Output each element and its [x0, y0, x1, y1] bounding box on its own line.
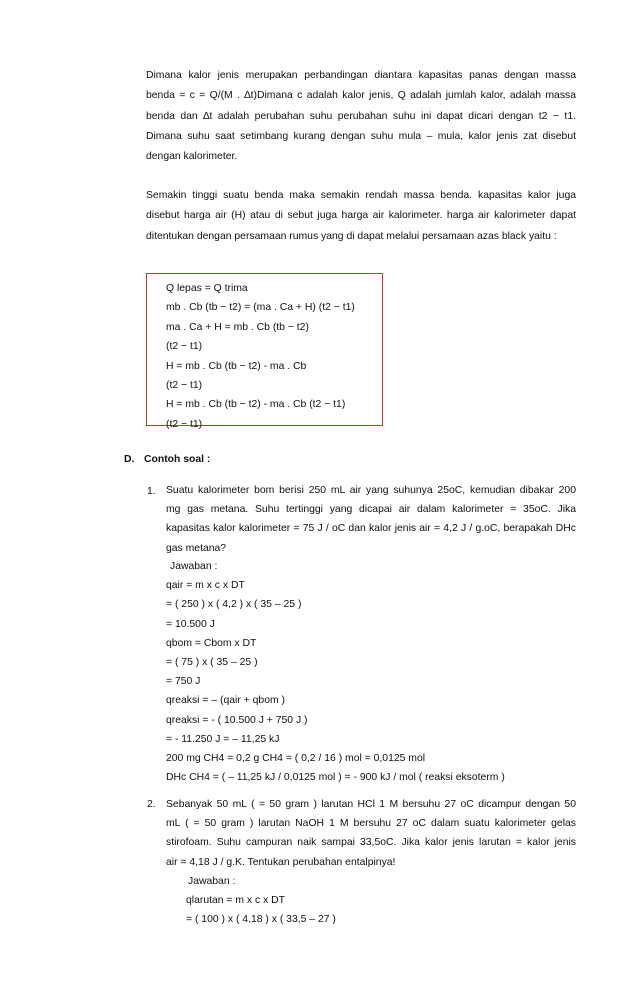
formula-line: H = mb . Cb (tb − t2) - ma . Cb — [166, 360, 307, 372]
question-2-text — [166, 795, 576, 872]
formula-line: (t2 − t1) — [166, 380, 203, 392]
question-1-text — [166, 481, 576, 558]
text-line: mL ( = 50 gram ) larutan NaOH 1 M bersuhu 27 oC dalam suatu kalorimeter gelas — [166, 818, 576, 830]
section-title: Contoh soal : — [144, 454, 211, 465]
answer-line: qreaksi = - ( 10.500 J + 750 J ) — [166, 714, 308, 726]
text-line: dengan kalorimeter. — [146, 151, 238, 163]
formula-lines — [166, 279, 355, 434]
formula-line: H = mb . Cb (tb − t2) - ma . Cb (t2 − t1) — [166, 399, 346, 411]
text-line: air = 4,18 J / g.K. Tentukan perubahan entalpinya! — [166, 856, 396, 868]
question-1-number: 1. — [147, 486, 156, 497]
section-marker: D. — [124, 454, 135, 465]
answer-line: qlarutan = m x c x DT — [186, 895, 286, 907]
text-line: stirofoam. Suhu campuran naik sampai 33,5oC. Jika kalor jenis larutan = kalor jenis — [166, 837, 576, 849]
answer-line: = ( 100 ) x ( 4,18 ) x ( 33,5 – 27 ) — [186, 914, 336, 926]
text-line: Dimana kalor jenis merupakan perbandingan diantara kapasitas panas dengan massa — [146, 70, 576, 81]
answer-line: qreaksi = – (qair + qbom ) — [166, 695, 285, 707]
answer-line: qbom = Cbom x DT — [166, 637, 257, 649]
text-line: benda dan ∆t adalah perubahan suhu perubahan suhu ini dapat dicari dengan t2 − t1. — [146, 110, 576, 122]
intro-paragraph — [146, 66, 576, 167]
question-2-number: 2. — [147, 799, 156, 810]
formula-line: (t2 − t1) — [166, 341, 203, 353]
text-line: gas metana? — [166, 542, 227, 554]
text-line: disebut harga air (H) atau di sebut juga harga air kalorimeter. harga air kalorimeter dapat — [146, 210, 576, 222]
section-heading — [124, 454, 210, 465]
text-line: Dimana suhu saat setimbang kurang dengan suhu mula – mula, kalor jenis zat disebut — [146, 130, 576, 142]
harga-air-paragraph — [146, 186, 576, 247]
answer-line: 200 mg CH4 = 0,2 g CH4 = ( 0,2 / 16 ) mol = 0,0125 mol — [166, 753, 426, 765]
text-line: ditentukan dengan persamaan rumus yang di dapat melalui persamaan azas black yaitu : — [146, 230, 557, 242]
answer-line: = 10.500 J — [166, 618, 215, 630]
text-line: Sebanyak 50 mL ( = 50 gram ) larutan HCl 1 M bersuhu 27 oC dicampur dengan 50 — [166, 799, 576, 810]
question-1-answer — [166, 557, 505, 787]
answer-line: = 750 J — [166, 676, 201, 688]
formula-line: mb . Cb (tb − t2) = (ma . Ca + H) (t2 − t1) — [166, 302, 355, 314]
text-line: Suatu kalorimeter bom berisi 250 mL air yang suhunya 25oC, kemudian dibakar 200 — [166, 485, 576, 496]
formula-line: ma . Ca + H = mb . Cb (tb − t2) — [166, 321, 309, 333]
text-line: kapasitas kalor kalorimeter = 75 J / oC dan kalor jenis air = 4,2 J / g.oC, berapakah DHc — [166, 523, 576, 535]
answer-line: = ( 75 ) x ( 35 – 25 ) — [166, 657, 258, 669]
text-line: mg gas metana. Suhu tertinggi yang dicapai air dalam kalorimeter = 35oC. Jika — [166, 504, 576, 516]
answer-line: Jawaban : — [170, 561, 218, 572]
text-line: Semakin tinggi suatu benda maka semakin rendah massa benda. kapasitas kalor juga — [146, 190, 576, 201]
formula-line: Q lepas = Q trima — [166, 283, 248, 294]
formula-line: (t2 − t1) — [166, 418, 203, 430]
answer-line: = - 11.250 J = – 11,25 kJ — [166, 733, 280, 745]
question-2-answer — [188, 872, 336, 930]
text-line: benda = c = Q/(M . ∆t)Dimana c adalah kalor jenis, Q adalah jumlah kalor, adalah massa — [146, 90, 576, 102]
answer-line: qair = m x c x DT — [166, 580, 245, 592]
answer-line: Jawaban : — [188, 876, 236, 887]
answer-line: DHc CH4 = ( – 11,25 kJ / 0,0125 mol ) = - 900 kJ / mol ( reaksi eksoterm ) — [166, 772, 505, 784]
answer-line: = ( 250 ) x ( 4,2 ) x ( 35 – 25 ) — [166, 599, 302, 611]
